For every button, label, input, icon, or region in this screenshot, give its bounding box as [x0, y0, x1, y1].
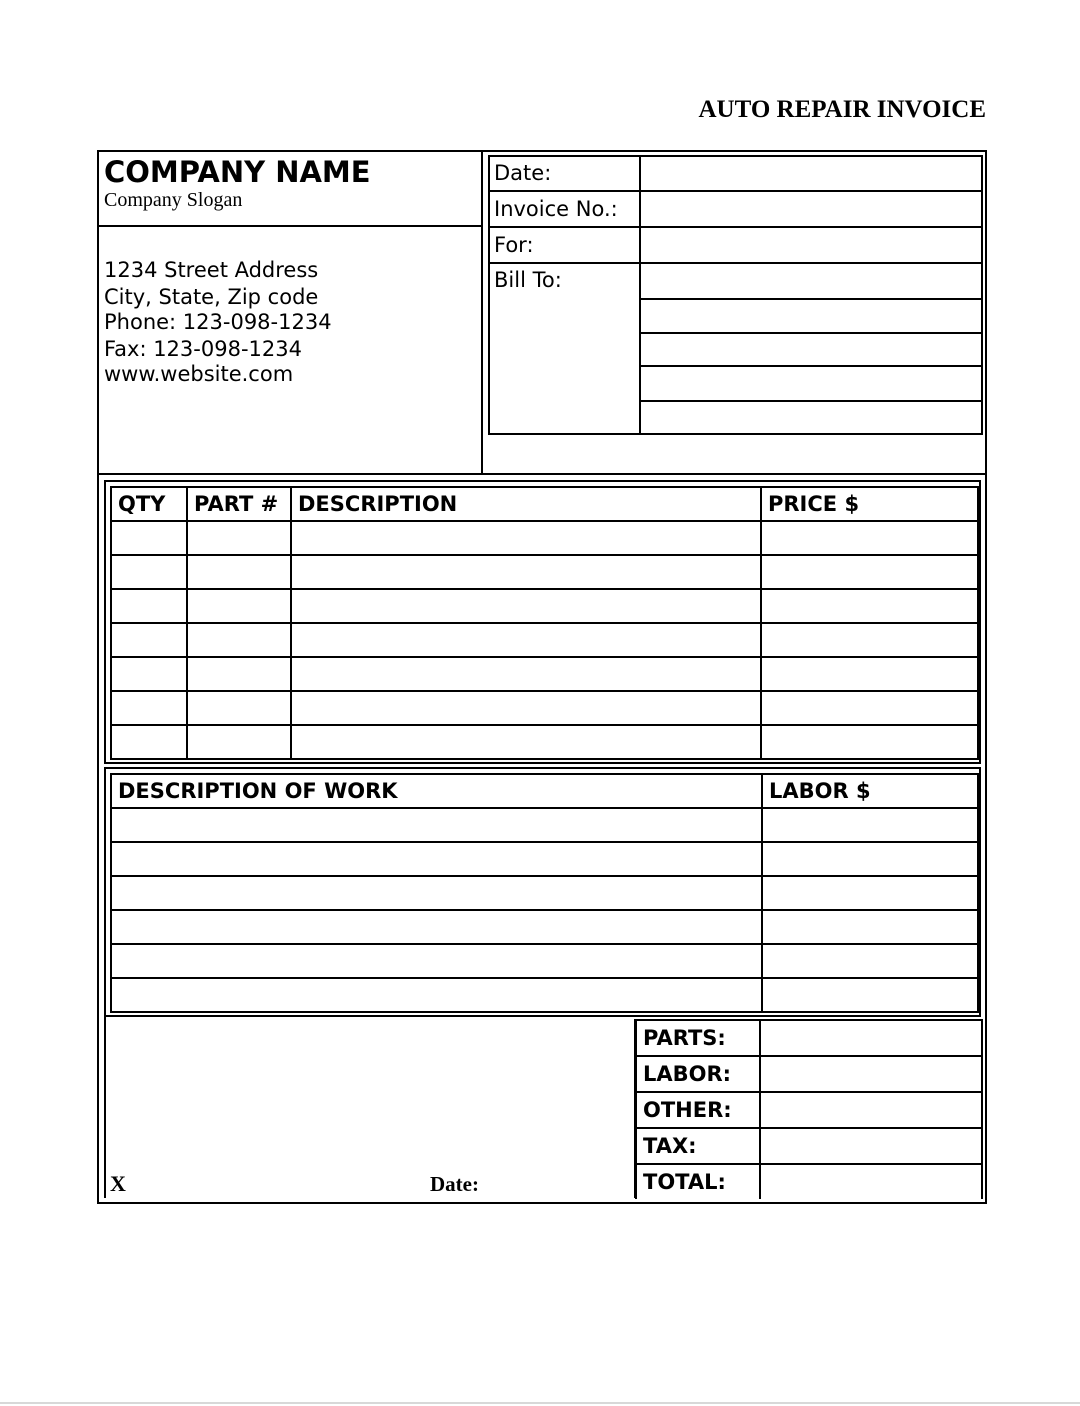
other-total-row [636, 1092, 982, 1128]
company-name: COMPANY NAME [104, 155, 371, 189]
labor-total-field[interactable] [760, 1056, 982, 1092]
header-bottom-rule [97, 473, 987, 475]
qty-cell[interactable] [111, 691, 187, 725]
part-number-cell[interactable] [187, 657, 291, 691]
for-field[interactable] [641, 228, 981, 262]
price-cell[interactable] [761, 657, 978, 691]
parts-row [111, 657, 978, 691]
labor-cost-cell[interactable] [762, 944, 978, 978]
parts-row [111, 589, 978, 623]
parts-row [111, 725, 978, 759]
price-cell[interactable] [761, 623, 978, 657]
description-cell[interactable] [291, 623, 761, 657]
work-description-cell[interactable] [111, 944, 762, 978]
work-description-cell[interactable] [111, 876, 762, 910]
work-description-cell[interactable] [111, 910, 762, 944]
labor-header: LABOR $ [762, 774, 978, 808]
address-city: City, State, Zip code [104, 285, 319, 309]
part-number-cell[interactable] [187, 623, 291, 657]
description-cell[interactable] [291, 589, 761, 623]
labor-cost-cell[interactable] [762, 910, 978, 944]
labor-cost-cell[interactable] [762, 978, 978, 1012]
description-cell[interactable] [291, 521, 761, 555]
part-number-cell[interactable] [187, 589, 291, 623]
address-phone: Phone: 123-098-1234 [104, 310, 332, 334]
work-description-cell[interactable] [111, 978, 762, 1012]
tax-total-label: TAX: [636, 1128, 760, 1164]
description-cell[interactable] [291, 657, 761, 691]
price-cell[interactable] [761, 691, 978, 725]
part-number-header: PART # [187, 487, 291, 521]
labor-table [110, 773, 979, 1013]
part-number-cell[interactable] [187, 555, 291, 589]
price-cell[interactable] [761, 521, 978, 555]
invoice-no-label: Invoice No.: [494, 197, 618, 221]
qty-header: QTY [111, 487, 187, 521]
description-cell[interactable] [291, 691, 761, 725]
description-cell[interactable] [291, 555, 761, 589]
other-total-field[interactable] [760, 1092, 982, 1128]
labor-row [111, 808, 978, 842]
price-cell[interactable] [761, 725, 978, 759]
tax-total-field[interactable] [760, 1128, 982, 1164]
part-number-cell[interactable] [187, 725, 291, 759]
header-divider [481, 151, 483, 475]
labor-row [111, 944, 978, 978]
parts-row [111, 623, 978, 657]
parts-total-field[interactable] [760, 1020, 982, 1056]
qty-cell[interactable] [111, 521, 187, 555]
page-bottom-edge [0, 1402, 1080, 1404]
qty-cell[interactable] [111, 657, 187, 691]
work-description-cell[interactable] [111, 842, 762, 876]
tax-total-row [636, 1128, 982, 1164]
qty-cell[interactable] [111, 555, 187, 589]
signature-x-label: X [110, 1171, 126, 1196]
labor-cost-cell[interactable] [762, 876, 978, 910]
document-title: AUTO REPAIR INVOICE [698, 96, 986, 123]
parts-header-row [111, 487, 978, 521]
signature-area[interactable] [104, 1021, 632, 1196]
labor-header-row [111, 774, 978, 808]
labor-cost-cell[interactable] [762, 842, 978, 876]
signature-date-label: Date: [430, 1172, 479, 1196]
parts-row [111, 691, 978, 725]
labor-total-row [636, 1056, 982, 1092]
invoice-no-field[interactable] [641, 192, 981, 226]
parts-table [110, 486, 979, 760]
labor-row [111, 978, 978, 1012]
address-fax: Fax: 123-098-1234 [104, 337, 302, 361]
company-slogan: Company Slogan [104, 189, 243, 211]
labor-row [111, 910, 978, 944]
price-cell[interactable] [761, 589, 978, 623]
parts-total-row [636, 1020, 982, 1056]
part-number-cell[interactable] [187, 521, 291, 555]
description-header: DESCRIPTION [291, 487, 761, 521]
labor-total-label: LABOR: [636, 1056, 760, 1092]
labor-cost-cell[interactable] [762, 808, 978, 842]
labor-row [111, 876, 978, 910]
date-label: Date: [494, 161, 552, 185]
parts-total-label: PARTS: [636, 1020, 760, 1056]
price-header: PRICE $ [761, 487, 978, 521]
for-label: For: [494, 233, 534, 257]
address-website: www.website.com [104, 362, 294, 386]
other-total-label: OTHER: [636, 1092, 760, 1128]
qty-cell[interactable] [111, 725, 187, 759]
bill-to-field[interactable] [641, 264, 981, 433]
description-cell[interactable] [291, 725, 761, 759]
total-total-row [636, 1164, 982, 1199]
work-description-header: DESCRIPTION OF WORK [111, 774, 762, 808]
price-cell[interactable] [761, 555, 978, 589]
parts-row [111, 521, 978, 555]
totals-table [635, 1019, 983, 1199]
parts-row [111, 555, 978, 589]
address-street: 1234 Street Address [104, 258, 319, 282]
total-total-label: TOTAL: [636, 1164, 760, 1199]
company-divider [97, 225, 482, 227]
labor-row [111, 842, 978, 876]
part-number-cell[interactable] [187, 691, 291, 725]
work-description-cell[interactable] [111, 808, 762, 842]
date-field[interactable] [641, 157, 981, 190]
total-total-field[interactable] [760, 1164, 982, 1199]
qty-cell[interactable] [111, 623, 187, 657]
bill-to-label: Bill To: [494, 268, 562, 292]
qty-cell[interactable] [111, 589, 187, 623]
